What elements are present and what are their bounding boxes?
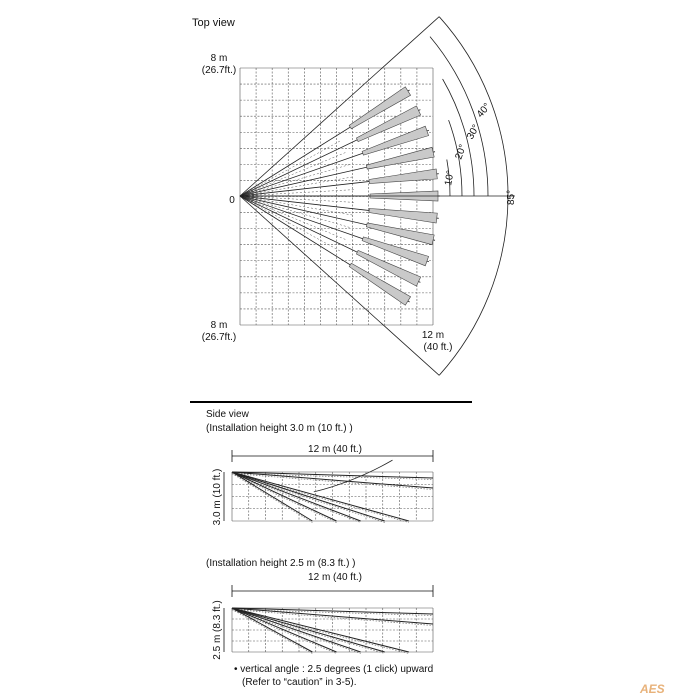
top-view-angle-arcs [240,0,508,492]
beam-zone [369,169,437,184]
note-refer-caution: (Refer to “caution” in 3-5). [242,677,357,688]
side-view-2-subtitle: (Installation height 2.5 m (8.3 ft.) ) [206,558,356,569]
side-view-1-width-label: 12 m (40 ft.) [308,444,362,455]
side-view-1-subtitle: (Installation height 3.0 m (10 ft.) ) [206,423,353,434]
top-label-feet: (26.7ft.) [201,65,237,76]
beam-sub-line [240,177,353,196]
boundary-upper [240,17,439,196]
origin-label: 0 [229,195,235,206]
boundary-lower [240,196,439,375]
note-vertical-angle: • vertical angle : 2.5 degrees (1 click) upward [234,664,434,675]
angle-label-85: 85° [506,189,517,205]
angle-label-30: 30° [465,122,483,142]
beam-sub-line [240,196,355,202]
beam-sub-line [240,190,355,196]
side-view-2-width-label: 12 m (40 ft.) [308,572,362,583]
side-view-1-height-label: 3.0 m (10 ft.) [212,468,223,526]
beam-sub-line [240,196,351,228]
side-view-1-chart [232,472,433,523]
bottom-label-feet: (26.7ft.) [201,332,237,343]
beam-sub-line [240,141,341,196]
bottom-label-meters: 8 m [210,320,228,331]
angle-label-10: 10° [443,169,457,187]
beam-sub-line [240,196,341,251]
beam-zone [369,209,437,224]
side-beam-shade [232,474,337,523]
side-view-title: Side view [206,409,249,420]
beam-sub-line [240,164,351,196]
range-label-feet: (40 ft.) [423,342,453,353]
angle-label-40: 40° [474,101,494,120]
side-view-2-height-label: 2.5 m (8.3 ft.) [212,600,223,660]
side-view-2-chart [232,608,433,654]
top-view-title: Top view [192,17,235,29]
angle-label-20: 20° [453,143,469,162]
watermark-logo: AES [640,682,665,696]
range-label-meters: 12 m [421,330,445,341]
top-label-meters: 8 m [210,53,228,64]
